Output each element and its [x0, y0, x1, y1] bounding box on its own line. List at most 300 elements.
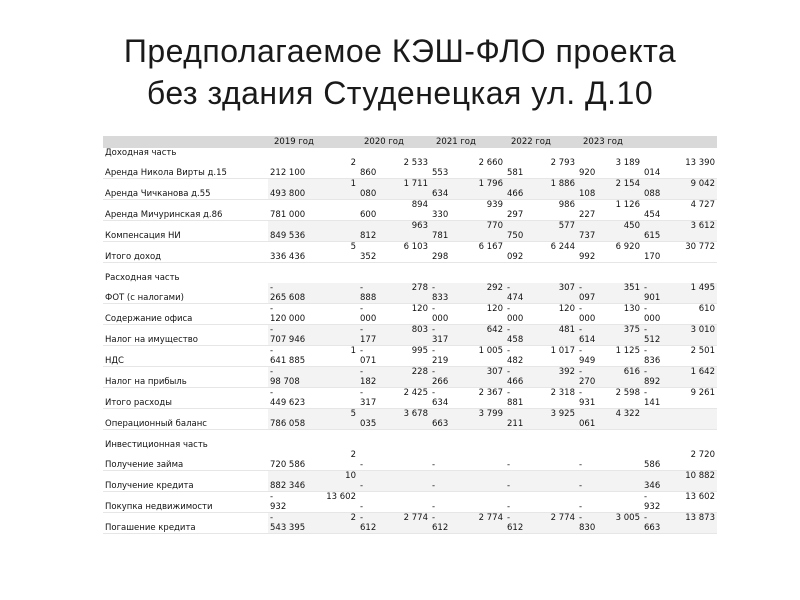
value-cell: [577, 388, 642, 409]
value-line-1: [507, 346, 575, 356]
value-cell: [642, 367, 717, 388]
value-line-1: [360, 242, 428, 252]
value-line-2: 949: [579, 356, 596, 366]
value-cell: [505, 221, 577, 242]
value-line-1: [507, 409, 575, 419]
value-cell: [268, 158, 358, 179]
value-line-1: [270, 409, 356, 419]
value-line-1: [270, 388, 356, 398]
value-cell: [505, 471, 577, 492]
empty-cell: [430, 430, 505, 441]
sign-mark: -: [432, 513, 436, 523]
table-row: [103, 471, 717, 492]
value-line-2: 466: [507, 377, 524, 387]
value-line-2: 581: [507, 168, 524, 178]
value-cell: [430, 283, 505, 304]
sign-mark: -: [360, 367, 364, 377]
value-line-1: [507, 242, 575, 252]
value-cell: [430, 471, 505, 492]
value-line-2: 931: [579, 398, 596, 408]
sign-mark: -: [360, 325, 364, 335]
value-line-2: 211: [507, 419, 524, 429]
value-cell: [358, 346, 430, 367]
value-head: 375: [623, 325, 640, 335]
value-line-1: [270, 158, 356, 168]
value-line-1: [644, 367, 715, 377]
value-line-1: [360, 200, 428, 210]
value-cell: [358, 158, 430, 179]
value-cell: [505, 179, 577, 200]
value-cell: [577, 179, 642, 200]
value-line-1: [644, 346, 715, 356]
value-head: 616: [623, 367, 640, 377]
value-line-2: 634: [432, 398, 449, 408]
value-line-1: [270, 492, 356, 502]
row-label: НДС: [103, 346, 268, 367]
value-cell: [430, 513, 505, 534]
value-line-2: 781 000: [270, 210, 306, 220]
value-cell: [268, 242, 358, 263]
value-line-1: [644, 242, 715, 252]
value-line-2: 641 885: [270, 356, 306, 366]
value-line-2: 881: [507, 398, 524, 408]
empty-cell: [505, 440, 577, 450]
empty-cell: [430, 263, 505, 274]
empty-cell: [505, 430, 577, 441]
header-cell-2021: 2021 год: [430, 136, 505, 148]
value-line-1: [644, 471, 715, 481]
value-line-2: 833: [432, 293, 449, 303]
value-line-1: [579, 513, 640, 523]
value-head: 13 390: [685, 158, 715, 168]
value-line-1: [507, 492, 575, 502]
value-line-1: [644, 179, 715, 189]
value-head: 2 774: [478, 513, 503, 523]
value-cell: [642, 409, 717, 430]
value-line-2: 092: [507, 252, 524, 262]
value-line-2: -: [579, 460, 583, 470]
value-head: 5: [350, 409, 356, 419]
value-line-1: [432, 388, 503, 398]
value-line-2: 830: [579, 523, 596, 533]
sign-mark: -: [579, 513, 583, 523]
value-cell: [268, 367, 358, 388]
value-cell: [642, 388, 717, 409]
value-head: 292: [486, 283, 503, 293]
empty-cell: [577, 273, 642, 283]
empty-cell: [268, 148, 358, 158]
value-cell: [268, 513, 358, 534]
sign-mark: -: [270, 304, 274, 314]
value-line-1: [360, 388, 428, 398]
value-cell: [430, 304, 505, 325]
value-head: 963: [411, 221, 428, 231]
value-head: 13 602: [685, 492, 715, 502]
value-line-1: [644, 325, 715, 335]
value-head: 1 125: [615, 346, 640, 356]
empty-cell: [577, 148, 642, 158]
value-head: 2 774: [550, 513, 575, 523]
value-line-2: 932: [270, 502, 287, 512]
sign-mark: -: [270, 513, 274, 523]
value-cell: [577, 242, 642, 263]
value-line-1: [270, 367, 356, 377]
row-label: Содержание офиса: [103, 304, 268, 325]
value-line-1: [360, 513, 428, 523]
value-line-2: 212 100: [270, 168, 306, 178]
value-head: 392: [558, 367, 575, 377]
value-head: 6 103: [403, 242, 428, 252]
table-row: [103, 200, 717, 221]
row-label: Итого расходы: [103, 388, 268, 409]
value-line-2: 000: [360, 314, 377, 324]
value-line-2: 98 708: [270, 377, 300, 387]
value-line-1: [507, 283, 575, 293]
value-line-1: [507, 221, 575, 231]
row-label: Покупка недвижимости: [103, 492, 268, 513]
value-head: 2: [350, 450, 356, 460]
value-head: 13 602: [326, 492, 356, 502]
slide-title-line-2: без здания Студенецкая ул. Д.10: [146, 75, 654, 111]
value-line-2: 992: [579, 252, 596, 262]
empty-cell: [430, 440, 505, 450]
row-label: Компенсация НИ: [103, 221, 268, 242]
value-line-1: [579, 450, 640, 460]
value-line-1: [432, 471, 503, 481]
sign-mark: -: [432, 325, 436, 335]
value-head: 30 772: [685, 242, 715, 252]
value-head: 803: [411, 325, 428, 335]
value-head: 2 367: [478, 388, 503, 398]
empty-cell: [268, 440, 358, 450]
value-cell: [577, 325, 642, 346]
value-line-2: 071: [360, 356, 377, 366]
value-cell: [430, 492, 505, 513]
value-cell: [642, 513, 717, 534]
sign-mark: -: [644, 283, 648, 293]
value-line-2: 812: [360, 231, 377, 241]
value-cell: [505, 492, 577, 513]
section-row: [103, 440, 717, 450]
value-line-2: -: [432, 502, 436, 512]
header-cell-2023: 2023 год: [577, 136, 642, 148]
table-body: [103, 148, 717, 534]
value-line-2: 297: [507, 210, 524, 220]
value-line-2: 474: [507, 293, 524, 303]
row-label: Получение кредита: [103, 471, 268, 492]
value-line-1: [360, 346, 428, 356]
value-line-1: [507, 367, 575, 377]
value-line-1: [644, 304, 715, 314]
table-row: [103, 450, 717, 471]
value-line-2: 888: [360, 293, 377, 303]
value-head: 3 678: [403, 409, 428, 419]
value-cell: [642, 242, 717, 263]
value-cell: [577, 409, 642, 430]
value-cell: [642, 283, 717, 304]
value-line-1: [579, 283, 640, 293]
empty-cell: [642, 430, 717, 441]
value-head: 307: [558, 283, 575, 293]
value-head: 2: [350, 513, 356, 523]
value-cell: [358, 325, 430, 346]
value-cell: [430, 158, 505, 179]
value-line-2: 737: [579, 231, 596, 241]
value-head: 481: [558, 325, 575, 335]
value-cell: [430, 367, 505, 388]
value-head: 1 126: [615, 200, 640, 210]
sign-mark: -: [579, 367, 583, 377]
value-cell: [358, 471, 430, 492]
value-line-2: 663: [644, 523, 661, 533]
value-line-2: 219: [432, 356, 449, 366]
value-line-1: [644, 409, 715, 419]
value-head: 4 322: [615, 409, 640, 419]
value-cell: [505, 388, 577, 409]
sign-mark: -: [579, 283, 583, 293]
value-line-1: [270, 304, 356, 314]
slide-title-line-1: Предполагаемое КЭШ-ФЛО проекта: [123, 33, 677, 69]
value-cell: [430, 242, 505, 263]
value-line-2: 014: [644, 168, 661, 178]
value-line-2: 634: [432, 189, 449, 199]
value-line-2: 270: [579, 377, 596, 387]
value-line-2: 849 536: [270, 231, 306, 241]
value-line-2: 781: [432, 231, 449, 241]
value-line-2: 182: [360, 377, 377, 387]
sign-mark: -: [270, 283, 274, 293]
value-line-2: -: [360, 460, 364, 470]
header-cell-total: [642, 136, 717, 148]
value-head: 5: [350, 242, 356, 252]
value-line-2: 750: [507, 231, 524, 241]
value-cell: [358, 367, 430, 388]
value-head: 6 167: [478, 242, 503, 252]
value-cell: [642, 158, 717, 179]
value-line-1: [579, 242, 640, 252]
value-line-1: [270, 513, 356, 523]
value-head: 939: [486, 200, 503, 210]
value-line-2: -: [579, 502, 583, 512]
value-line-1: [360, 492, 428, 502]
value-cell: [505, 367, 577, 388]
value-line-2: 177: [360, 335, 377, 345]
value-line-1: [644, 513, 715, 523]
value-cell: [577, 283, 642, 304]
value-line-1: [579, 325, 640, 335]
section-label: Доходная часть: [105, 148, 177, 158]
value-line-2: 615: [644, 231, 661, 241]
value-line-2: 330: [432, 210, 449, 220]
value-head: 2 774: [403, 513, 428, 523]
value-cell: [505, 325, 577, 346]
value-line-1: [644, 200, 715, 210]
value-line-1: [432, 409, 503, 419]
value-cell: [577, 450, 642, 471]
value-head: 1 642: [690, 367, 715, 377]
empty-cell: [505, 263, 577, 274]
value-head: 995: [411, 346, 428, 356]
value-line-1: [507, 200, 575, 210]
value-line-1: [432, 513, 503, 523]
value-line-1: [432, 179, 503, 189]
value-cell: [358, 221, 430, 242]
table-header-row: [103, 136, 717, 148]
value-line-2: 720 586: [270, 460, 306, 470]
sign-mark: -: [360, 513, 364, 523]
value-head: 130: [623, 304, 640, 314]
value-line-2: -: [579, 481, 583, 491]
sign-mark: -: [432, 283, 436, 293]
value-line-1: [432, 450, 503, 460]
value-head: 770: [486, 221, 503, 231]
value-line-1: [270, 325, 356, 335]
value-cell: [642, 492, 717, 513]
value-cell: [358, 409, 430, 430]
value-head: 1 005: [478, 346, 503, 356]
table-row: [103, 367, 717, 388]
value-cell: [430, 388, 505, 409]
value-cell: [358, 242, 430, 263]
value-cell: [642, 471, 717, 492]
value-head: 1 886: [550, 179, 575, 189]
empty-cell: [430, 148, 505, 158]
empty-cell: [642, 273, 717, 283]
value-head: 10 882: [685, 471, 715, 481]
empty-cell: [642, 440, 717, 450]
value-line-2: 108: [579, 189, 596, 199]
slide-title: [0, 30, 800, 114]
sign-mark: -: [579, 388, 583, 398]
value-head: 228: [411, 367, 428, 377]
value-cell: [577, 471, 642, 492]
value-cell: [268, 409, 358, 430]
value-line-2: 141: [644, 398, 661, 408]
sign-mark: -: [270, 367, 274, 377]
empty-cell: [268, 273, 358, 283]
value-head: 1 495: [690, 283, 715, 293]
value-line-2: 336 436: [270, 252, 306, 262]
value-line-2: 000: [579, 314, 596, 324]
row-label: Налог на имущество: [103, 325, 268, 346]
value-line-2: 882 346: [270, 481, 306, 491]
empty-cell: [505, 273, 577, 283]
empty-cell: [577, 430, 642, 441]
row-label: Аренда Чичканова д.55: [103, 179, 268, 200]
sign-mark: -: [270, 325, 274, 335]
value-line-2: 458: [507, 335, 524, 345]
value-head: 3 005: [615, 513, 640, 523]
value-line-2: 482: [507, 356, 524, 366]
value-line-1: [507, 513, 575, 523]
value-line-2: 707 946: [270, 335, 306, 345]
empty-cell: [358, 273, 430, 283]
empty-cell: [103, 430, 268, 441]
value-line-2: 170: [644, 252, 661, 262]
value-cell: [358, 492, 430, 513]
sign-mark: -: [507, 325, 511, 335]
value-cell: [268, 450, 358, 471]
value-cell: [430, 200, 505, 221]
value-head: 2 598: [615, 388, 640, 398]
value-cell: [577, 367, 642, 388]
value-line-1: [432, 346, 503, 356]
row-label: Операционный баланс: [103, 409, 268, 430]
sign-mark: -: [360, 304, 364, 314]
row-label: Получение займа: [103, 450, 268, 471]
value-head: 1 796: [478, 179, 503, 189]
value-cell: [577, 492, 642, 513]
value-cell: [358, 450, 430, 471]
value-line-2: 466: [507, 189, 524, 199]
value-line-2: 860: [360, 168, 377, 178]
value-line-2: -: [360, 481, 364, 491]
value-cell: [642, 450, 717, 471]
table-row: [103, 221, 717, 242]
value-line-1: [432, 221, 503, 231]
value-head: 2 720: [690, 450, 715, 460]
value-cell: [430, 221, 505, 242]
section-row: [103, 273, 717, 283]
row-label: Аренда Никола Вирты д.15: [103, 158, 268, 179]
sign-mark: -: [579, 346, 583, 356]
value-cell: [430, 325, 505, 346]
value-head: 1 711: [403, 179, 428, 189]
value-line-2: 586: [644, 460, 661, 470]
value-cell: [268, 346, 358, 367]
value-line-1: [360, 158, 428, 168]
sign-mark: -: [579, 304, 583, 314]
value-line-1: [507, 179, 575, 189]
table-row: [103, 158, 717, 179]
value-line-2: 454: [644, 210, 661, 220]
value-line-1: [579, 409, 640, 419]
value-cell: [358, 388, 430, 409]
value-line-2: -: [360, 502, 364, 512]
sign-mark: -: [507, 346, 511, 356]
value-line-2: 543 395: [270, 523, 306, 533]
value-head: 3 189: [615, 158, 640, 168]
value-head: 9 261: [690, 388, 715, 398]
value-head: 642: [486, 325, 503, 335]
value-cell: [268, 388, 358, 409]
value-line-2: 000: [507, 314, 524, 324]
value-line-2: 932: [644, 502, 661, 512]
table-row: [103, 179, 717, 200]
value-cell: [268, 471, 358, 492]
value-line-2: 612: [507, 523, 524, 533]
value-line-2: -: [507, 460, 511, 470]
value-line-1: [360, 304, 428, 314]
value-line-2: 088: [644, 189, 661, 199]
sign-mark: -: [507, 304, 511, 314]
value-line-1: [360, 409, 428, 419]
value-head: 2 425: [403, 388, 428, 398]
value-head: 894: [411, 200, 428, 210]
empty-cell: [358, 440, 430, 450]
sign-mark: -: [432, 346, 436, 356]
value-head: 3 612: [690, 221, 715, 231]
value-cell: [430, 179, 505, 200]
value-cell: [268, 283, 358, 304]
value-line-2: 317: [360, 398, 377, 408]
value-cell: [268, 221, 358, 242]
empty-cell: [642, 148, 717, 158]
value-head: 351: [623, 283, 640, 293]
value-head: 450: [623, 221, 640, 231]
value-cell: [577, 513, 642, 534]
value-line-2: 901: [644, 293, 661, 303]
